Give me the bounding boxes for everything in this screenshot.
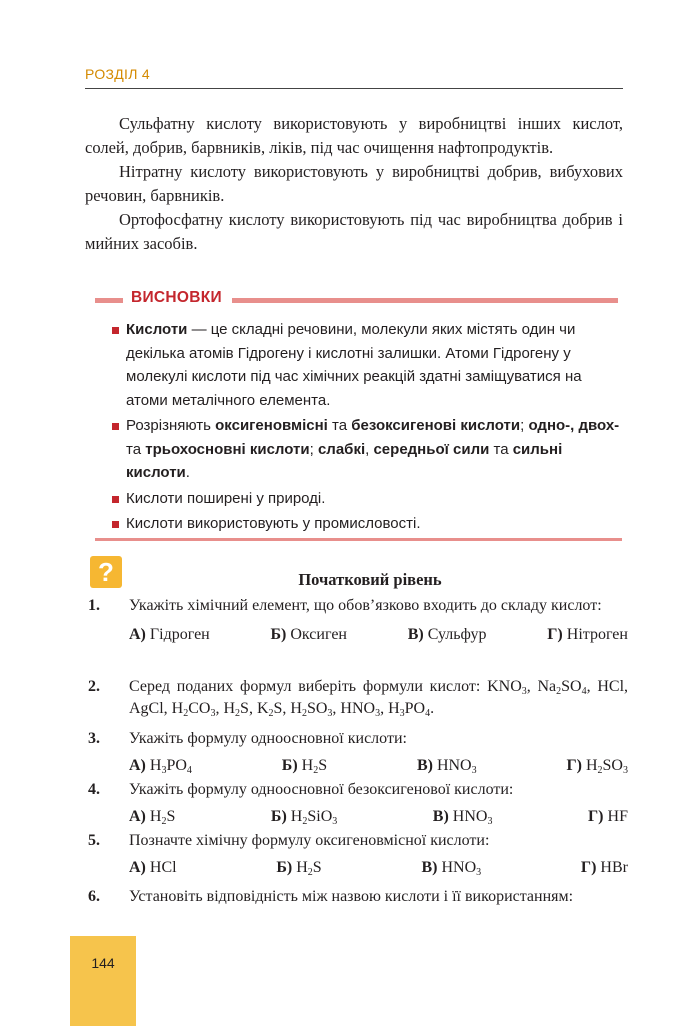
question-2 <box>88 676 628 720</box>
question-text: Установіть відповідність між назвою кислоти і її використанням: <box>129 888 574 905</box>
question-number: 3. <box>88 730 100 747</box>
question-1 <box>88 595 628 646</box>
level-title: Початковий рівень <box>298 570 442 589</box>
term: Кислоти <box>126 321 188 338</box>
answer-option: Б) Оксиген <box>270 626 347 643</box>
list-item <box>112 318 624 412</box>
question-4 <box>88 779 628 828</box>
section-divider <box>95 538 622 541</box>
answer-option: В) $HNO_3$ <box>416 757 477 776</box>
conclusions-bar-right <box>232 298 618 303</box>
question-text: Позначте хімічну формулу оксигеновмісної кислоти: <box>129 832 490 849</box>
answer-option: А) $H_2S$ <box>129 808 176 827</box>
question-text: Укажіть хімічний елемент, що обов’язково входить до складу кислот: <box>129 597 602 614</box>
answer-option: Б) $H_2SiO_3$ <box>270 808 338 827</box>
question-text: Укажіть формулу одноосновної безоксигенової кислоти: <box>129 781 514 798</box>
page-number-tab <box>70 936 136 1026</box>
answer-option: Б) $H_2S$ <box>276 859 322 878</box>
question-number: 1. <box>88 597 100 614</box>
answer-option: Г) Нітроген <box>547 626 628 643</box>
answer-options <box>129 857 628 879</box>
conclusions-list <box>112 318 624 538</box>
page-number: 144 <box>91 955 115 971</box>
answer-options <box>129 806 628 828</box>
paragraph: Сульфатну кислоту використовують у виробництві інших кислот, солей, добрив, барвників, ліків, під час очищення нафтопродуктів. <box>85 114 623 157</box>
answer-options <box>129 624 628 646</box>
question-mark-icon: ? <box>90 556 122 588</box>
question-number: 4. <box>88 781 100 798</box>
answer-option: Г) $H_2SO_3$ <box>566 757 628 776</box>
intro-text <box>85 112 623 256</box>
answer-option: А) HCl <box>129 859 177 876</box>
answer-options <box>129 755 628 777</box>
answer-option: А) $H_3PO_4$ <box>129 757 192 776</box>
paragraph: Ортофосфатну кислоту використовують під час виробництва добрив і мийних засобів. <box>85 210 623 253</box>
answer-option: Г) HBr <box>580 859 628 876</box>
section-header: РОЗДІЛ 4 <box>85 66 151 82</box>
list-item: Розрізняють оксигеновмісні та безоксигенові кислоти; одно-, двох- та трьохосновні кислоти; слабкі, середньої сили та сильні кислоти. <box>112 414 624 485</box>
answer-option: Г) HF <box>588 808 628 825</box>
question-number: 5. <box>88 832 100 849</box>
question-3 <box>88 728 628 777</box>
answer-option: В) $HNO_3$ <box>432 808 493 827</box>
question-text: Серед поданих формул виберіть формули кислот: $KNO_3$, $Na_2SO_4$, HCl, AgCl, $H_2CO_3$, $H_2S$, $K_2S$, $H_2SO_3$, $HNO_3$, $H_3PO_4$. <box>129 678 629 719</box>
header-rule <box>85 88 623 89</box>
paragraph: Нітратну кислоту використовують у виробництві добрив, вибухових речовин, барвників. <box>85 162 623 205</box>
question-number: 6. <box>88 888 100 905</box>
answer-option: Б) $H_2S$ <box>281 757 328 776</box>
question-6 <box>88 886 628 908</box>
list-item: Кислоти поширені у природі. <box>112 487 624 511</box>
answer-option: В) $HNO_3$ <box>421 859 482 878</box>
question-5 <box>88 830 628 879</box>
answer-option: В) Сульфур <box>407 626 487 643</box>
question-text: Укажіть формулу одноосновної кислоти: <box>129 730 407 747</box>
list-item: Кислоти використовують у промисловості. <box>112 512 624 536</box>
answer-option: А) Гідроген <box>129 626 210 643</box>
conclusions-title: ВИСНОВКИ <box>131 289 222 306</box>
conclusions-bar-left <box>95 298 123 303</box>
question-number: 2. <box>88 678 100 695</box>
text: — це складні речовини, молекули яких містять один чи декілька атомів Гідрогену і кислотні залишки. Атоми Гідрогену у молекулі кислоти під час хімічних реакцій здатні заміщуватися на атоми металічного елемента. <box>126 321 582 409</box>
